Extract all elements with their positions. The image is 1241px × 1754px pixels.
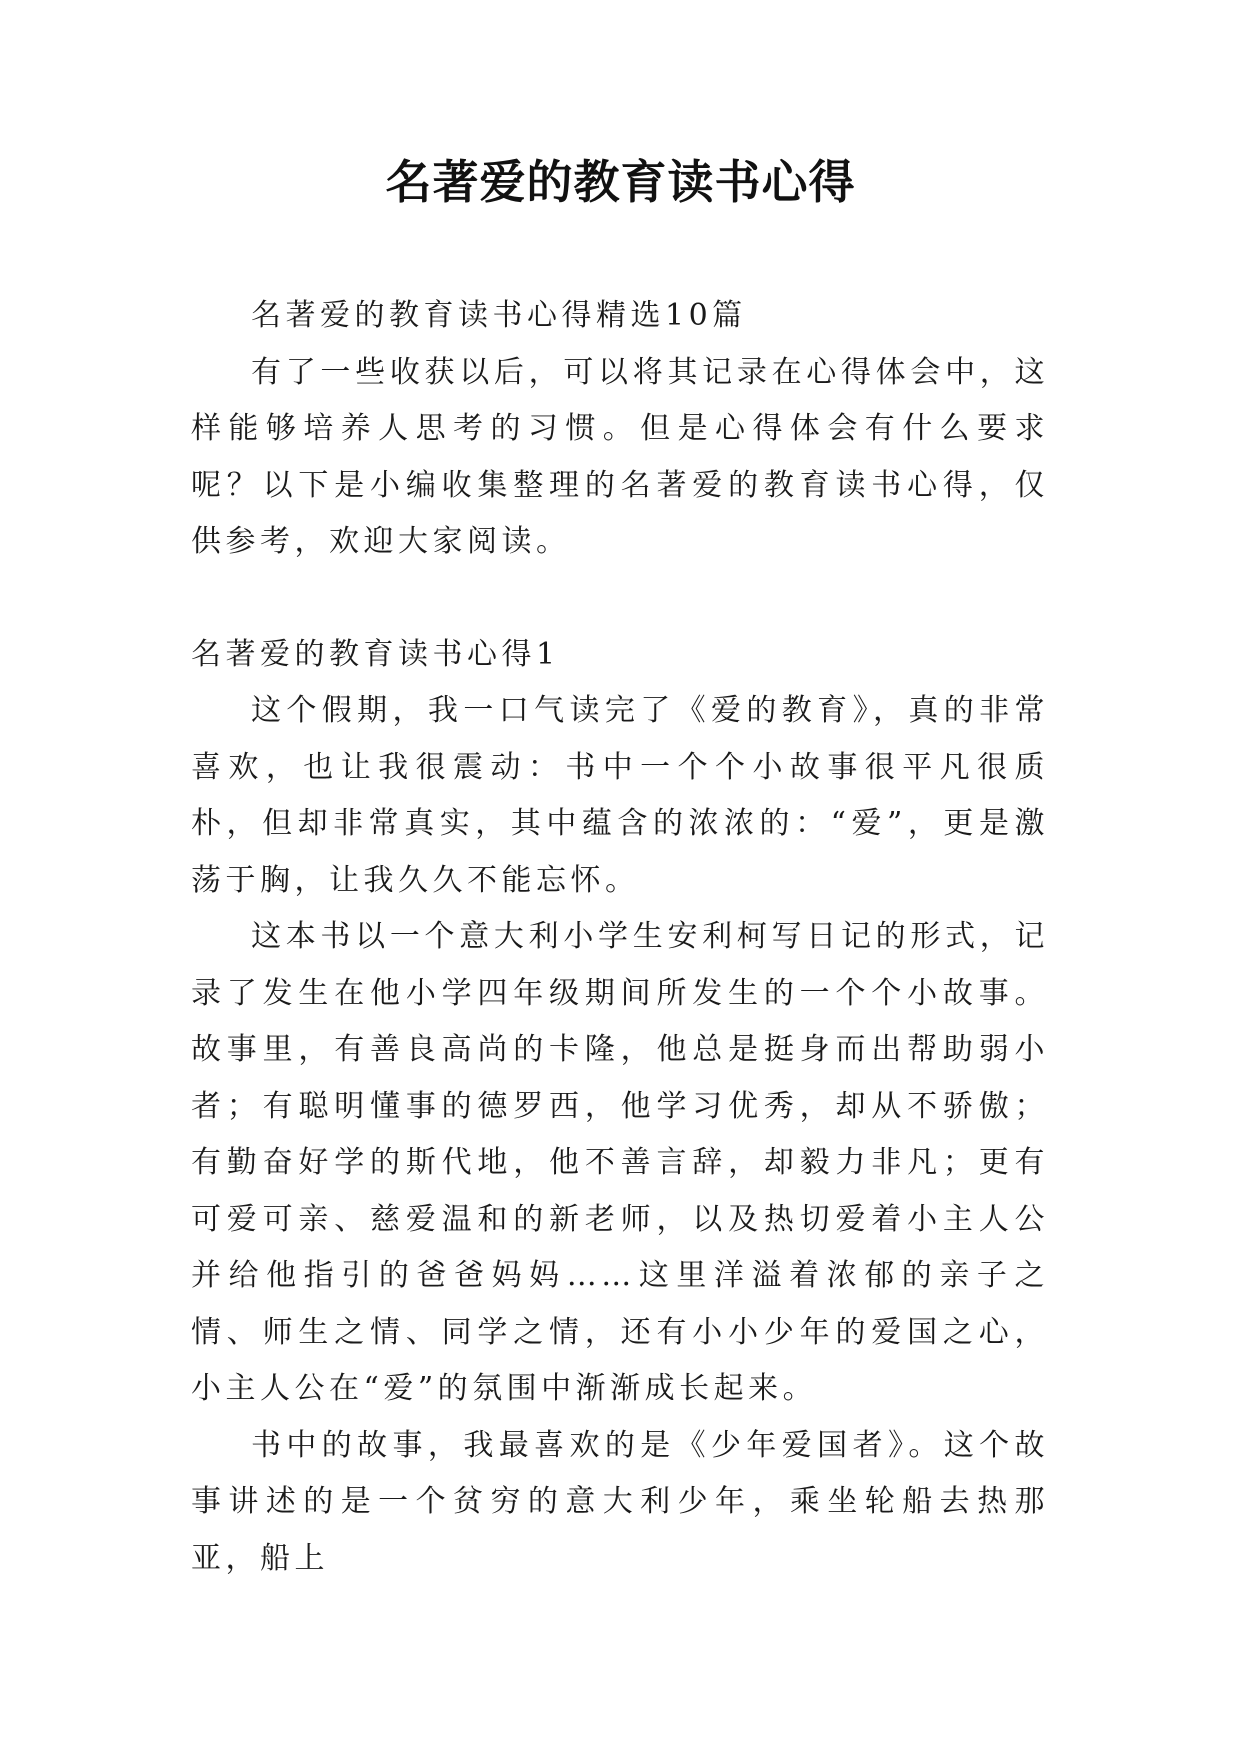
document-subtitle: 名著爱的教育读书心得精选10篇 bbox=[251, 298, 747, 333]
document-title: 名著爱的教育读书心得 bbox=[385, 155, 856, 209]
body-paragraph: 这个假期，我一口气读完了《爱的教育》，真的非常喜欢，也让我很震动：书中一个个小故事很平凡很质朴，但却非常真实，其中蕴含的浓浓的：“爱”，更是激荡于胸，让我久久不能忘怀。 bbox=[191, 693, 1049, 898]
body-paragraph: 书中的故事，我最喜欢的是《少年爱国者》。这个故事讲述的是一个贫穷的意大利少年，乘坐轮船去热那亚，船上 bbox=[191, 1427, 1049, 1576]
body-paragraph: 这本书以一个意大利小学生安利柯写日记的形式，记录了发生在他小学四年级期间所发生的一个个小故事。故事里，有善良高尚的卡隆，他总是挺身而出帮助弱小者；有聪明懂事的德罗西，他学习优秀，却从不骄傲；有勤奋好学的斯代地，他不善言辞，却毅力非凡；更有可爱可亲、慈爱温和的新老师，以及热切爱着小主人公并给他指引的爸爸妈妈……这里洋溢着浓郁的亲子之情、师生之情、同学之情，还有小小少年的爱国之心，小主人公在“爱”的氛围中渐渐成长起来。 bbox=[191, 919, 1049, 1406]
intro-paragraph: 有了一些收获以后，可以将其记录在心得体会中，这样能够培养人思考的习惯。但是心得体会有什么要求呢？以下是小编收集整理的名著爱的教育读书心得，仅供参考，欢迎大家阅读。 bbox=[191, 354, 1049, 559]
document-body bbox=[191, 288, 1049, 1587]
section-heading: 名著爱的教育读书心得1 bbox=[191, 636, 560, 672]
section-spacer bbox=[191, 571, 1049, 627]
